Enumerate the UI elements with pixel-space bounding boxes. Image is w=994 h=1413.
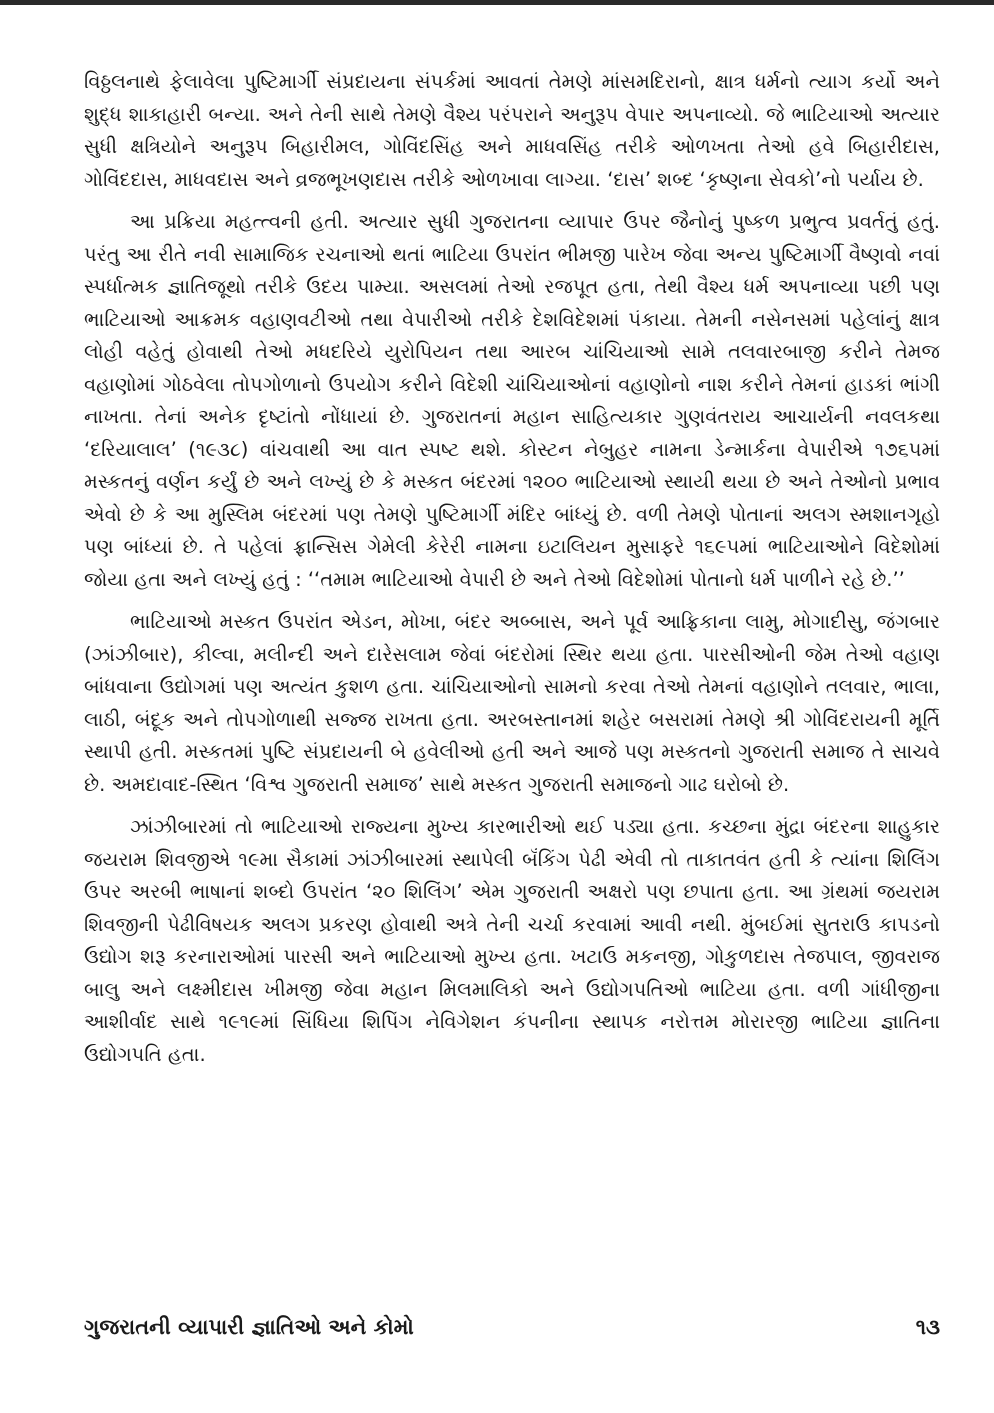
page-body <box>84 66 940 1071</box>
paragraph-3: ભાટિયાઓ મસ્કત ઉપરાંત એડન, મોખા, બંદર અબ્બાસ, અને પૂર્વ આફ્રિકાના લામુ, મોગાદીસુ, જંગબાર (ઝાંઝીબાર), કીલ્વા, મલીન્દી અને દારેસલામ જેવાં બંદરોમાં સ્થિર થયા હતા. પારસીઓની જેમ તેઓ વહાણ બાંધવાના ઉદ્યોગમાં પણ અત્યંત કુશળ હતા. ચાંચિયાઓનો સામનો કરવા તેઓ તેમનાં વહાણોને તલવાર, ભાલા, લાઠી, બંદૂક અને તોપગોળાથી સજ્જ રાખતા હતા. અરબસ્તાનમાં શહેર બસરામાં તેમણે શ્રી ગોવિંદરાયની મૂર્તિ સ્થાપી હતી. મસ્કતમાં પુષ્ટિ સંપ્રદાયની બે હવેલીઓ હતી અને આજે પણ મસ્કતનો ગુજરાતી સમાજ તે સાચવે છે. અમદાવાદ-સ્થિત ‘વિશ્વ ગુજરાતી સમાજ’ સાથે મસ્કત ગુજરાતી સમાજનો ગાઢ ઘરોબો છે. <box>84 610 940 796</box>
paragraph-1: વિઠ્ઠલનાથે ફેલાવેલા પુષ્ટિમાર્ગી સંપ્રદાયના સંપર્કમાં આવતાં તેમણે માંસમદિરાનો, ક્ષાત્ર ધર્મનો ત્યાગ કર્યો અને શુદ્ધ શાકાહારી બન્યા. અને તેની સાથે તેમણે વૈશ્ય પરંપરાને અનુરૂપ વેપાર અપનાવ્યો. જે ભાટિયાઓ અત્યાર સુધી ક્ષત્રિયોને અનુરૂપ બિહારીમલ, ગોવિંદસિંહ અને માધવસિંહ તરીકે ઓળખતા તેઓ હવે બિહારીદાસ, ગોવિંદદાસ, માધવદાસ અને વ્રજભૂખણદાસ તરીકે ઓળખાવા લાગ્યા. ‘દાસ’ શબ્દ ‘કૃષ્ણના સેવકો’નો પર્યાય છે. <box>84 70 940 191</box>
paragraph-4: ઝાંઝીબારમાં તો ભાટિયાઓ રાજ્યના મુખ્ય કારભારીઓ થઈ પડ્યા હતા. કચ્છના મુંદ્રા બંદરના શાહુકાર જયરામ શિવજીએ ૧૯મા સૈકામાં ઝાંઝીબારમાં સ્થાપેલી બૅંકિંગ પેઢી એવી તો તાકાતવંત હતી કે ત્યાંના શિલિંગ ઉપર અરબી ભાષાનાં શબ્દો ઉપરાંત ‘૨૦ શિલિંગ’ એમ ગુજરાતી અક્ષરો પણ છપાતા હતા. આ ગ્રંથમાં જયરામ શિવજીની પેઢીવિષયક અલગ પ્રકરણ હોવાથી અત્રે તેની ચર્ચા કરવામાં આવી નથી. મુંબઈમાં સુતરાઉ કાપડનો ઉદ્યોગ શરૂ કરનારાઓમાં પારસી અને ભાટિયાઓ મુખ્ય હતા. ખટાઉ મકનજી, ગોકુળદાસ તેજપાલ, જીવરાજ બાલુ અને લક્ષ્મીદાસ ખીમજી જેવા મહાન મિલમાલિકો અને ઉદ્યોગપતિઓ ભાટિયા હતા. વળી ગાંધીજીના આશીર્વાદ સાથે ૧૯૧૯માં સિંધિયા શિપિંગ નેવિગેશન કંપનીના સ્થાપક નરોત્તમ મોરારજી ભાટિયા જ્ઞાતિના ઉદ્યોગપતિ હતા. <box>84 815 940 1066</box>
running-footer-title: ગુજરાતની વ્યાપારી જ્ઞાતિઓ અને કોમો <box>84 1315 414 1339</box>
page-footer <box>84 1310 940 1344</box>
top-border-rule <box>0 0 994 5</box>
paragraph-2: આ પ્રક્રિયા મહત્ત્વની હતી. અત્યાર સુધી ગુજરાતના વ્યાપાર ઉપર જૈનોનું પુષ્કળ પ્રભુત્વ પ્રવર્તતું હતું. પરંતુ આ રીતે નવી સામાજિક રચનાઓ થતાં ભાટિયા ઉપરાંત ભીમજી પારેખ જેવા અન્ય પુષ્ટિમાર્ગી વૈષ્ણવો નવાં સ્પર્ધાત્મક જ્ઞાતિજૂથો તરીકે ઉદય પામ્યા. અસલમાં તેઓ રજપૂત હતા, તેથી વૈશ્ય ધર્મ અપનાવ્યા પછી પણ ભાટિયાઓ આક્રમક વહાણવટીઓ તથા વેપારીઓ તરીકે દેશવિદેશમાં પંકાયા. તેમની નસેનસમાં પહેલાંનું ક્ષાત્ર લોહી વહેતું હોવાથી તેઓ મધદરિયે યુરોપિયન તથા આરબ ચાંચિયાઓ સામે તલવારબાજી કરીને તેમજ વહાણોમાં ગોઠવેલા તોપગોળાનો ઉપયોગ કરીને વિદેશી ચાંચિયાઓનાં વહાણોનો નાશ કરીને તેમનાં હાડકાં ભાંગી નાખતા. તેનાં અનેક દૃષ્ટાંતો નોંધાયાં છે. ગુજરાતનાં મહાન સાહિત્યકાર ગુણવંતરાય આચાર્યની નવલકથા ‘દરિયાલાલ’ (૧૯૩૮) વાંચવાથી આ વાત સ્પષ્ટ થશે. કોસ્ટન નેબુહર નામના ડેન્માર્કના વેપારીએ ૧૭૬૫માં મસ્કતનું વર્ણન કર્યું છે અને લખ્યું છે કે મસ્કત બંદરમાં ૧૨૦૦ ભાટિયાઓ સ્થાયી થયા છે અને તેઓનો પ્રભાવ એવો છે કે આ મુસ્લિમ બંદરમાં પણ તેમણે પુષ્ટિમાર્ગી મંદિર બાંધ્યું છે. વળી તેમણે પોતાનાં અલગ સ્મશાનગૃહો પણ બાંધ્યાં છે. તે પહેલાં ફ્રાન્સિસ ગેમેલી કેરેરી નામના ઇટાલિયન મુસાફરે ૧૬૯૫માં ભાટિયાઓને વિદેશોમાં જોયા હતા અને લખ્યું હતું : ‘‘તમામ ભાટિયાઓ વેપારી છે અને તેઓ વિદેશોમાં પોતાનો ધર્મ પાળીને રહે છે.’’ <box>84 210 940 591</box>
page-number: ૧૩ <box>915 1315 940 1339</box>
